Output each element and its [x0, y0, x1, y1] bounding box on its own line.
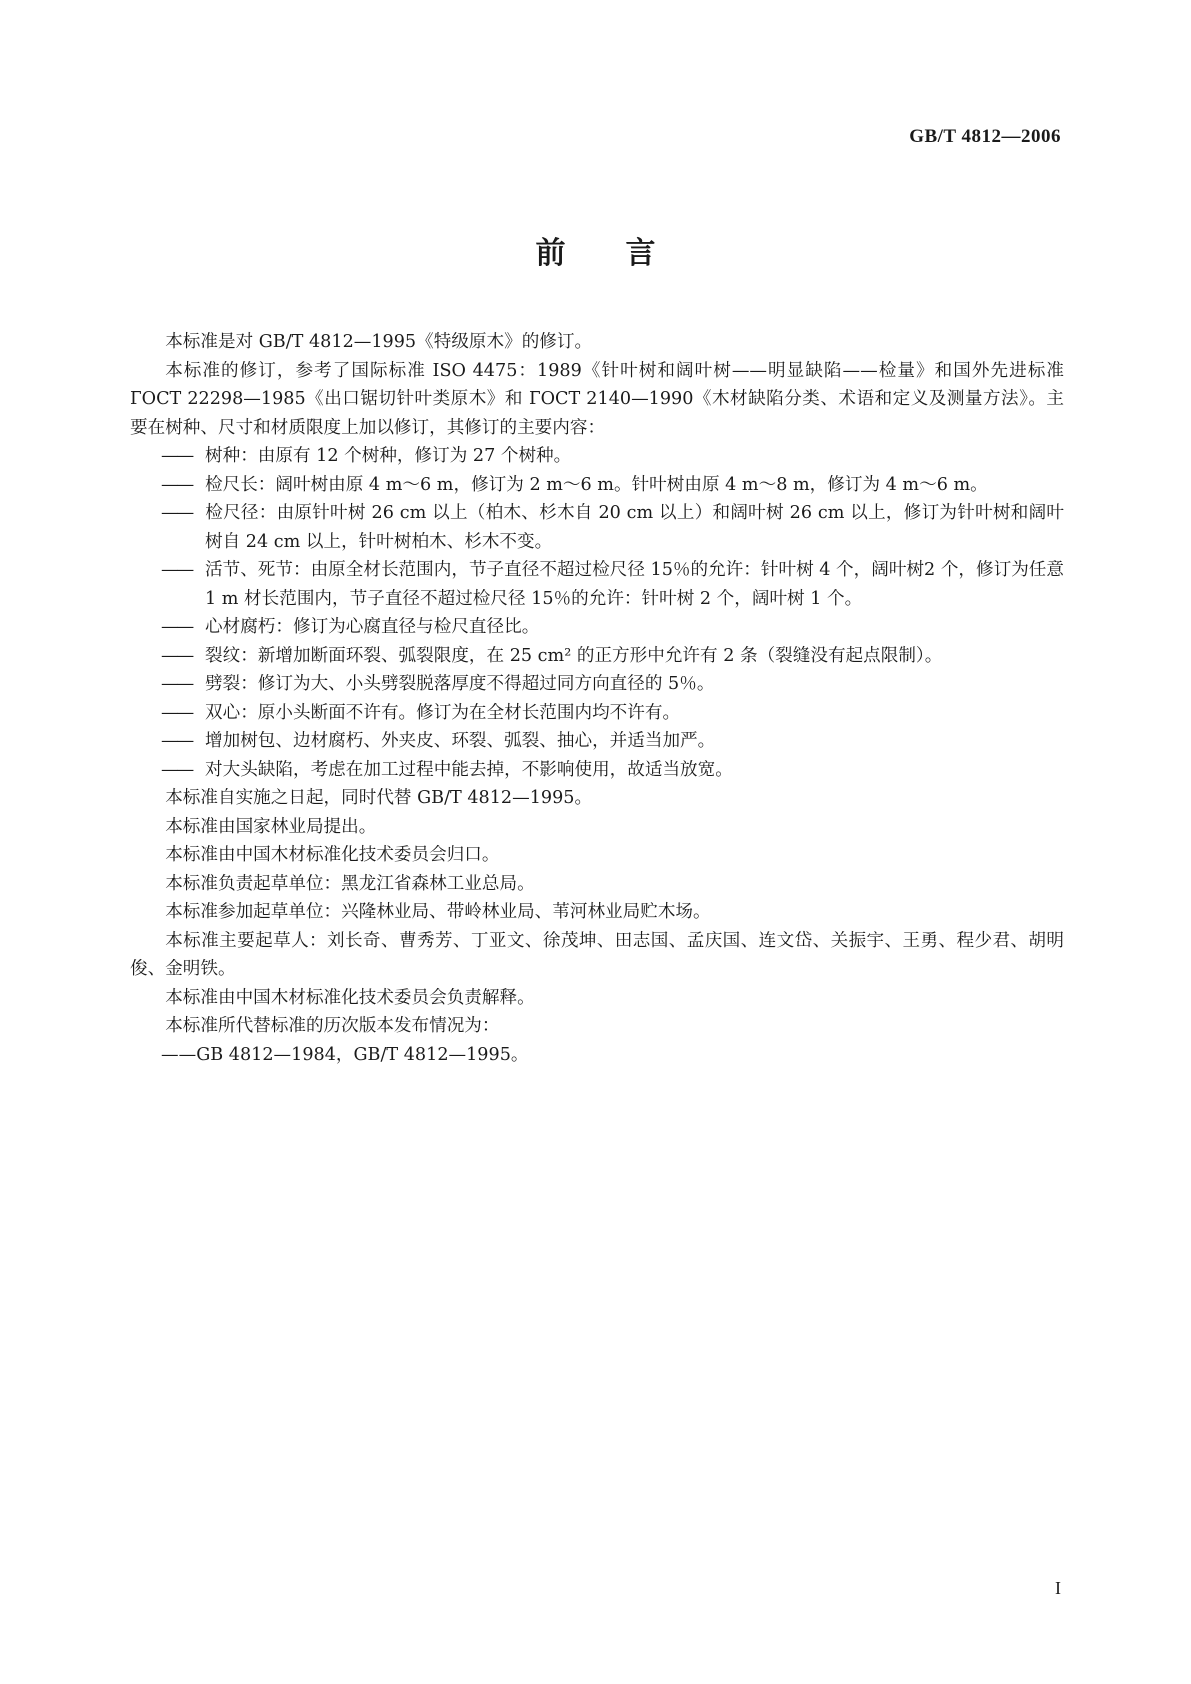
list-item	[130, 499, 1064, 556]
paragraph-participating-drafters: 本标准参加起草单位：兴隆林业局、带岭林业局、苇河林业局贮木场。	[165, 902, 711, 922]
list-item	[130, 699, 1064, 728]
list-dash: ——	[161, 645, 193, 666]
list-item-text: 检尺长：阔叶树由原 4 m～6 m，修订为 2 m～6 m。针叶树由原 4 m～8 m，修订为 4 m～6 m。	[205, 474, 988, 495]
list-item	[130, 556, 1064, 613]
paragraph-centralized-by: 本标准由中国木材标准化技术委员会归口。	[165, 845, 500, 865]
previous-versions: ——GB 4812—1984，GB/T 4812—1995。	[161, 1044, 529, 1065]
list-dash: ——	[161, 674, 193, 694]
list-item-text: 双心：原小头断面不许有。修订为在全材长范围内均不许有。	[205, 702, 681, 723]
paragraph-proposed-by: 本标准由国家林业局提出。	[165, 816, 377, 837]
paragraph-references: 本标准的修订，参考了国际标准 ISO 4475：1989《针叶树和阔叶树——明显缺陷——检量》和国外先进标准 ГОСТ 22298—1985《出口锯切针叶类原木》和 ГОСТ 2140—1990《木材缺陷分类、术语和定义及测量方法》。主要在树种、尺寸和材质限度上加以修订，其修订的主要内容：	[130, 360, 1064, 438]
list-dash: ——	[161, 446, 193, 466]
list-item-text: 裂纹：新增加断面环裂、弧裂限度，在 25 cm² 的正方形中允许有 2 条（裂缝没有起点限制）。	[205, 645, 943, 666]
list-item	[130, 613, 1064, 642]
paragraph-version-history: 本标准所代替标准的历次版本发布情况为：	[165, 1016, 500, 1036]
list-item-text: 增加树包、边材腐朽、外夹皮、环裂、弧裂、抽心，并适当加严。	[205, 731, 716, 751]
list-item-text: 检尺径：由原针叶树 26 cm 以上（柏木、杉木自 20 cm 以上）和阔叶树 26 cm 以上，修订为针叶树和阔叶树自 24 cm 以上，针叶树柏木、杉木不变。	[205, 503, 1064, 552]
list-item-text: 劈裂：修订为大、小头劈裂脱落厚度不得超过同方向直径的 5％。	[205, 674, 715, 694]
paragraph-revision-basis: 本标准是对 GB/T 4812—1995《特级原木》的修订。	[165, 332, 593, 352]
paragraph-main-drafters: 本标准主要起草人：刘长奇、曹秀芳、丁亚文、徐茂坤、田志国、孟庆国、连文岱、关振宇、王勇、程少君、胡明俊、金明铁。	[130, 930, 1064, 979]
list-item	[130, 756, 1064, 785]
standard-number: GB/T 4812—2006	[909, 126, 1061, 147]
paragraph-interpretation: 本标准由中国木材标准化技术委员会负责解释。	[165, 987, 535, 1008]
list-dash: ——	[161, 617, 193, 637]
list-item-text: 活节、死节：由原全材长范围内，节子直径不超过检尺径 15％的允许：针叶树 4 个，阔叶树2 个，修订为任意 1 m 材长范围内，节子直径不超过检尺径 15％的允许：针叶树 2 个，阔叶树 1 个。	[205, 560, 1064, 609]
list-item	[130, 442, 1064, 471]
list-dash: ——	[161, 702, 193, 723]
list-item	[130, 727, 1064, 756]
list-dash: ——	[161, 731, 193, 751]
list-item	[130, 670, 1064, 699]
list-item-text: 树种：由原有 12 个树种，修订为 27 个树种。	[205, 446, 572, 466]
paragraph-lead-drafter: 本标准负责起草单位：黑龙江省森林工业总局。	[165, 873, 535, 894]
list-item-text: 心材腐朽：修订为心腐直径与检尺直径比。	[205, 617, 540, 637]
list-dash: ——	[161, 503, 193, 523]
foreword-body	[130, 328, 1064, 1069]
page-number: I	[1055, 1578, 1061, 1598]
list-item	[130, 642, 1064, 671]
list-item	[130, 471, 1064, 500]
list-dash: ——	[161, 759, 193, 780]
list-item-text: 对大头缺陷，考虑在加工过程中能去掉，不影响使用，故适当放宽。	[205, 759, 733, 780]
page-title: 前言	[535, 236, 716, 271]
list-dash: ——	[161, 560, 193, 580]
list-dash: ——	[161, 474, 193, 495]
paragraph-replaces: 本标准自实施之日起，同时代替 GB/T 4812—1995。	[165, 788, 593, 808]
